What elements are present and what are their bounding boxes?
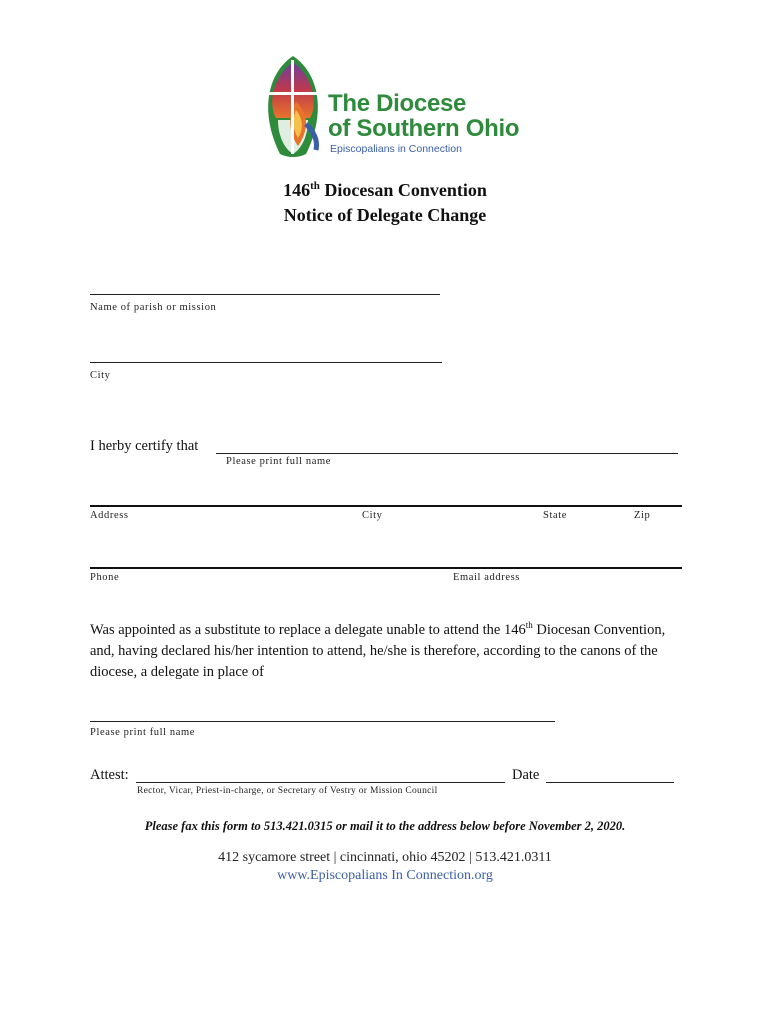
appointment-paragraph: Was appointed as a substitute to replace a delegate unable to attend the 146th Diocesan Convention, and, having declared his/her intention to attend, he/she is therefore, according to the canons of the diocese, a delegate in place of bbox=[90, 620, 666, 680]
zip-label: Zip bbox=[634, 510, 651, 521]
parish-label: Name of parish or mission bbox=[90, 302, 217, 313]
logo-tagline: Episcopalians in Connection bbox=[330, 143, 462, 155]
attest-signature-line[interactable] bbox=[136, 782, 505, 783]
date-text: Date bbox=[512, 767, 540, 783]
replaced-delegate-input-line[interactable] bbox=[90, 721, 555, 722]
address-input-line[interactable] bbox=[90, 505, 682, 507]
form-title-line1: 146th Diocesan Convention bbox=[283, 180, 487, 200]
website-link[interactable]: www.Episcopalians In Connection.org bbox=[277, 868, 493, 883]
city-input-line[interactable] bbox=[90, 362, 442, 363]
print-name-label: Please print full name bbox=[226, 456, 332, 467]
address-label: Address bbox=[90, 510, 129, 521]
form-title-line2: Notice of Delegate Change bbox=[283, 205, 487, 225]
state-label: State bbox=[543, 510, 567, 521]
delegate-name-input-line[interactable] bbox=[216, 453, 678, 454]
logo-title-line1: The Diocese bbox=[328, 90, 467, 117]
logo-title-line2: of Southern Ohio bbox=[328, 115, 520, 142]
email-label: Email address bbox=[453, 572, 520, 583]
diocese-logo bbox=[258, 54, 328, 160]
diocese-emblem-icon bbox=[258, 54, 328, 160]
fax-instructions: Please fax this form to 513.421.0315 or mail it to the address below before November 2, 2020. bbox=[144, 819, 626, 833]
phone-email-input-line[interactable] bbox=[90, 567, 682, 569]
attest-role-label: Rector, Vicar, Priest-in-charge, or Secretary of Vestry or Mission Council bbox=[137, 786, 438, 796]
certify-text: I herby certify that bbox=[90, 438, 199, 454]
date-input-line[interactable] bbox=[546, 782, 674, 783]
attest-text: Attest: bbox=[90, 767, 129, 783]
replaced-name-label: Please print full name bbox=[90, 727, 196, 738]
city-label: City bbox=[90, 370, 111, 381]
phone-label: Phone bbox=[90, 572, 120, 583]
address-city-label: City bbox=[362, 510, 383, 521]
mailing-address: 412 sycamore street | cincinnati, ohio 45202 | 513.421.0311 bbox=[218, 850, 552, 865]
parish-input-line[interactable] bbox=[90, 294, 440, 295]
